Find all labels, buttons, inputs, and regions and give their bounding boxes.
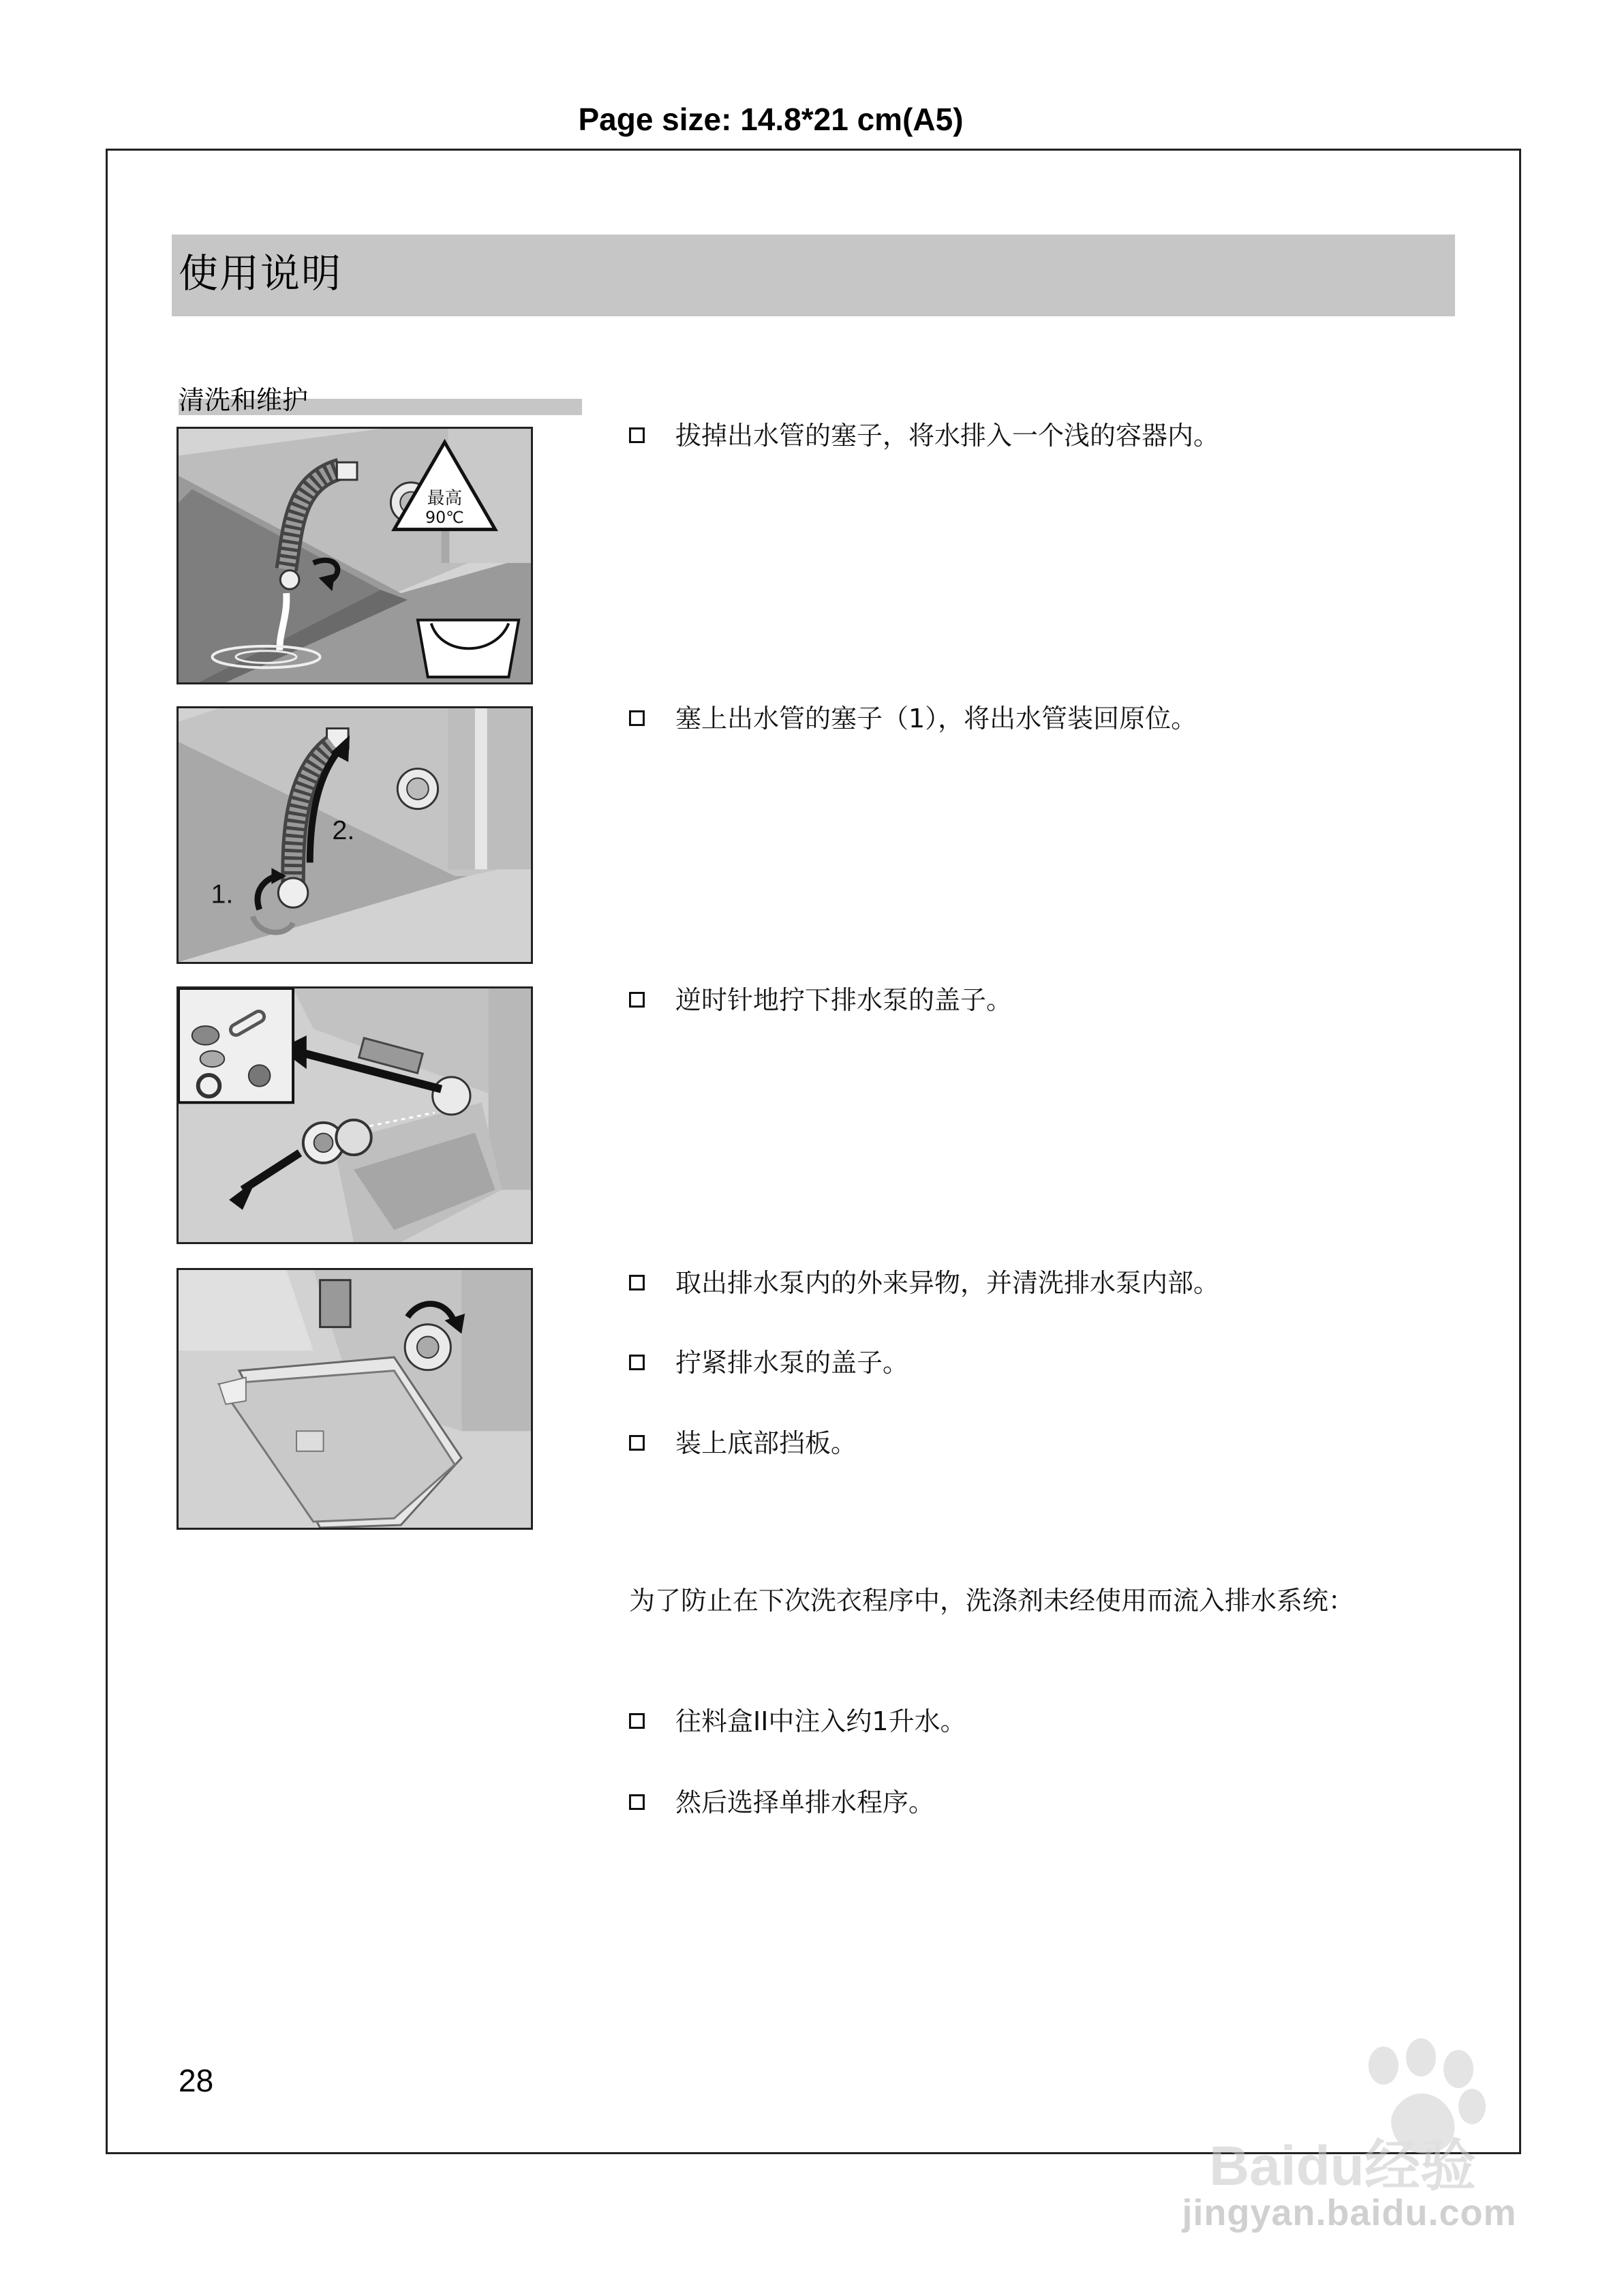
checkbox-bullet-icon [629, 1275, 645, 1290]
step-text: 拔掉出水管的塞子，将水排入一个浅的容器内。 [675, 421, 1220, 451]
step-text: 逆时针地拧下排水泵的盖子。 [675, 985, 1013, 1015]
title-bar [172, 235, 1455, 316]
step-label-1: 1. [211, 879, 234, 909]
step-item [629, 416, 1219, 455]
illustration-unscrew-pump [177, 986, 533, 1244]
step-item [629, 1263, 1219, 1303]
step-text: 拧紧排水泵的盖子。 [675, 1348, 909, 1378]
checkbox-bullet-icon [629, 1355, 645, 1370]
checkbox-bullet-icon [629, 710, 645, 726]
step-item [629, 1783, 934, 1822]
illustration-reinsert-plug [177, 706, 533, 964]
step-label-2: 2. [332, 815, 355, 845]
warning-line2: 90℃ [425, 507, 464, 527]
step-item [629, 1702, 966, 1741]
illustration-drain-hose [177, 427, 533, 684]
checkbox-bullet-icon [629, 1713, 645, 1729]
warning-line1: 最高 [427, 488, 463, 509]
step-item [629, 1423, 857, 1463]
page-title: 使用说明 [179, 250, 343, 297]
watermark-url: jingyan.baidu.com [1182, 2192, 1517, 2233]
step-item [629, 699, 1197, 738]
step-text: 装上底部挡板。 [675, 1428, 857, 1458]
checkbox-bullet-icon [629, 427, 645, 443]
step-text: 往料盒II中注入约1升水。 [675, 1706, 966, 1736]
step-item [629, 1343, 908, 1383]
watermark-brand: Baidu经验 [1209, 2135, 1476, 2197]
illustration-tighten-cover [177, 1268, 533, 1530]
section-heading: 清洗和维护 [179, 385, 309, 415]
page-number: 28 [179, 2063, 214, 2098]
checkbox-bullet-icon [629, 1794, 645, 1810]
step-text: 然后选择单排水程序。 [675, 1787, 935, 1817]
step-text: 取出排水泵内的外来异物，并清洗排水泵内部。 [675, 1268, 1220, 1298]
step-text: 塞上出水管的塞子（1），将出水管装回原位。 [675, 704, 1197, 734]
page-size-label: Page size: 14.8*21 cm(A5) [578, 102, 964, 137]
step-item [629, 980, 1012, 1020]
checkbox-bullet-icon [629, 1435, 645, 1451]
checkbox-bullet-icon [629, 992, 645, 1008]
prevention-note: 为了防止在下次洗衣程序中，洗涤剂未经使用而流入排水系统： [629, 1586, 1355, 1616]
